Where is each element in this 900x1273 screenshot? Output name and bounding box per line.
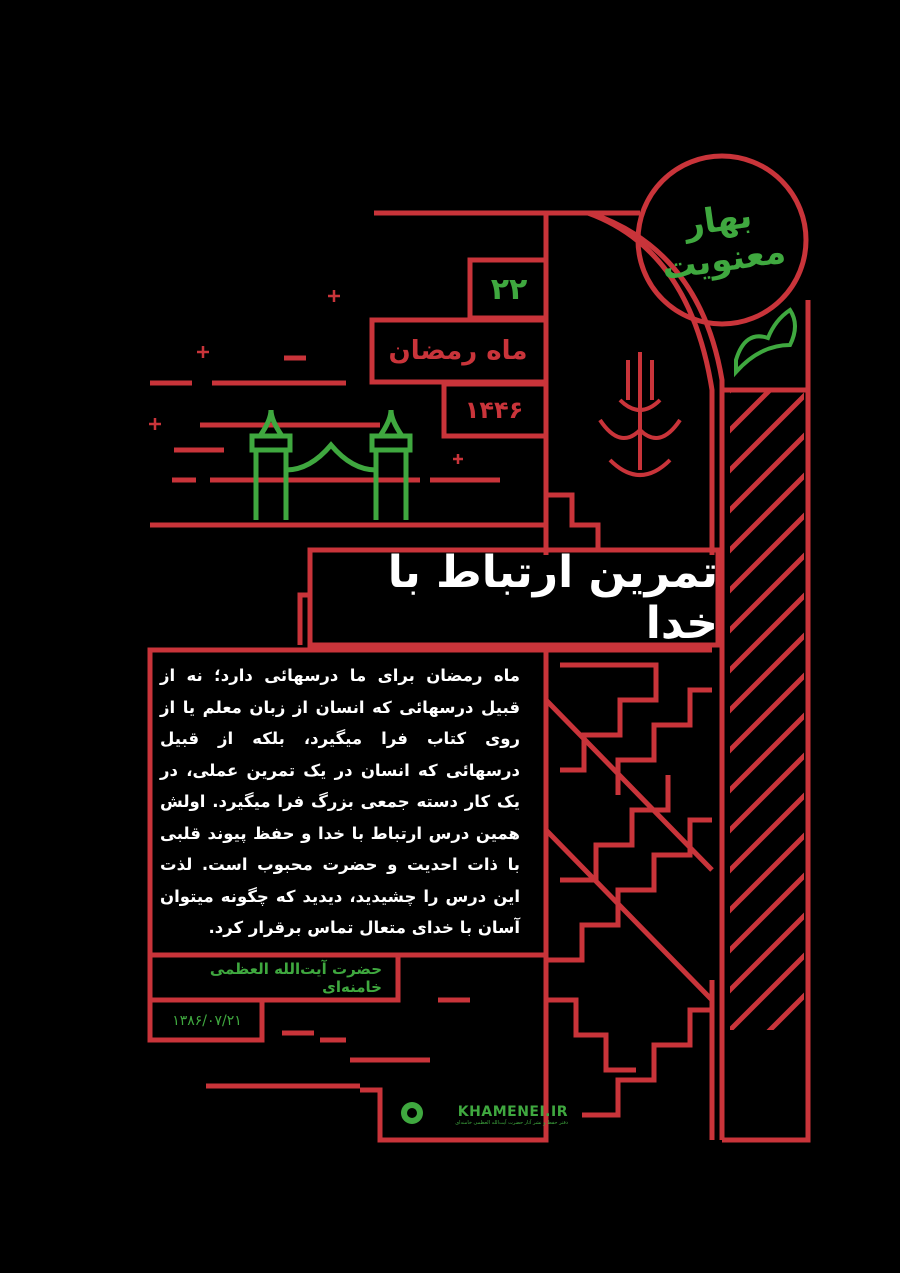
quote-body: ماه رمضان برای ما درسهائی دارد؛ نه از قبیل درسهائی که انسان از زبان معلم یا از روی کتاب فرا میگیرد، بلکه از قبیل درسهائی که انسان در یک تمرین عملی، در یک کار دسته جمعی بزرگ فرا میگیرد. اولش همین درس ارتباط با خدا و حفظ پیوند قلبی با ذات احدیت و حضرت محبوب است. لذت این درس را چشیدید، دیدید که چگونه میتوان آسان با خدای متعال تماس برقرار کرد. (160, 666, 520, 937)
site-subtitle: دفتر حفظ و نشر آثار حضرت آیت‌الله العظمی خامنه‌ای (455, 1120, 568, 1126)
logo-line-1: بهار (681, 195, 755, 245)
logo-bahar-manaviat (637, 160, 805, 320)
quote-author: حضرت آیت‌الله العظمی خامنه‌ای (209, 960, 382, 996)
logo-line-2: معنویت (659, 231, 789, 289)
day-number: ۲۲ (490, 271, 528, 307)
site-logo (388, 1095, 568, 1135)
poster-title: تمرین ارتباط با خدا (387, 547, 718, 649)
month-name: ماه رمضان (388, 336, 528, 366)
year-number: ۱۴۴۶ (464, 396, 524, 424)
quote-date: ۱۳۸۶/۰۷/۲۱ (172, 1013, 242, 1029)
site-name: KHAMENEI.IR (457, 1104, 568, 1120)
